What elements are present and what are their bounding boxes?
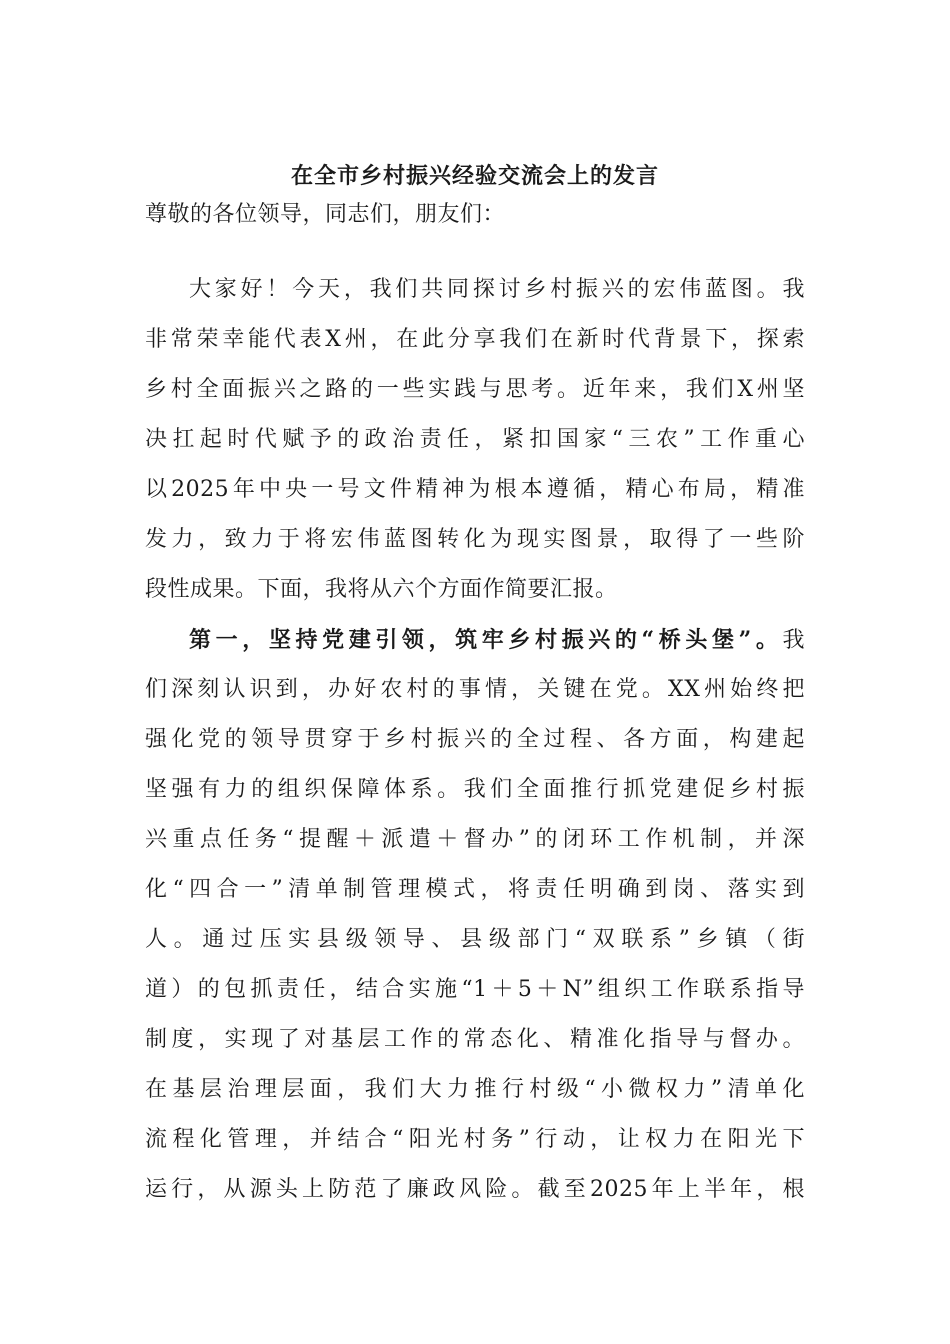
document-title: 在全市乡村振兴经验交流会上的发言 [290, 163, 659, 189]
paragraph-line: 非常荣幸能代表X州，在此分享我们在新时代背景下，探索 [145, 327, 805, 352]
paragraph-line: 道）的包抓责任，结合实施“1＋5＋N”组织工作联系指导 [145, 977, 805, 1002]
paragraph-party-building [145, 615, 805, 1215]
paragraph-line: 强化党的领导贯穿于乡村振兴的全过程、各方面，构建起 [145, 727, 805, 752]
paragraph-line: 决扛起时代赋予的政治责任，紧扣国家“三农”工作重心 [145, 427, 805, 452]
paragraph-line: 在基层治理层面，我们大力推行村级“小微权力”清单化 [145, 1077, 805, 1102]
paragraph-line: 运行，从源头上防范了廉政风险。截至2025年上半年，根 [145, 1177, 805, 1202]
paragraph-line: 发力，致力于将宏伟蓝图转化为现实图景，取得了一些阶 [145, 527, 805, 552]
paragraph-line: 大家好！今天，我们共同探讨乡村振兴的宏伟蓝图。我 [189, 277, 805, 302]
paragraph-line: 制度，实现了对基层工作的常态化、精准化指导与督办。 [145, 1027, 805, 1052]
section-heading: 第一，坚持党建引领，筑牢乡村振兴的“桥头堡”。 [189, 627, 783, 653]
paragraph-intro [145, 265, 805, 615]
paragraph-line: 流程化管理，并结合“阳光村务”行动，让权力在阳光下 [145, 1127, 805, 1152]
paragraph-line: 乡村全面振兴之路的一些实践与思考。近年来，我们X州坚 [145, 377, 805, 402]
paragraph-line: 化“四合一”清单制管理模式，将责任明确到岗、落实到 [145, 877, 805, 902]
paragraph-line: 坚强有力的组织保障体系。我们全面推行抓党建促乡村振 [145, 777, 805, 802]
heading-tail: 我 [782, 628, 805, 653]
paragraph-line: 段性成果。下面，我将从六个方面作简要汇报。 [145, 577, 618, 602]
paragraph-line: 以2025年中央一号文件精神为根本遵循，精心布局，精准 [145, 477, 805, 502]
paragraph-line: 们深刻认识到，办好农村的事情，关键在党。XX州始终把 [145, 677, 805, 702]
paragraph-line: 兴重点任务“提醒＋派遣＋督办”的闭环工作机制，并深 [145, 827, 805, 852]
paragraph-first-line [145, 615, 805, 665]
paragraph-line: 人。通过压实县级领导、县级部门“双联系”乡镇（街 [145, 927, 805, 952]
salutation: 尊敬的各位领导，同志们，朋友们： [145, 202, 506, 227]
